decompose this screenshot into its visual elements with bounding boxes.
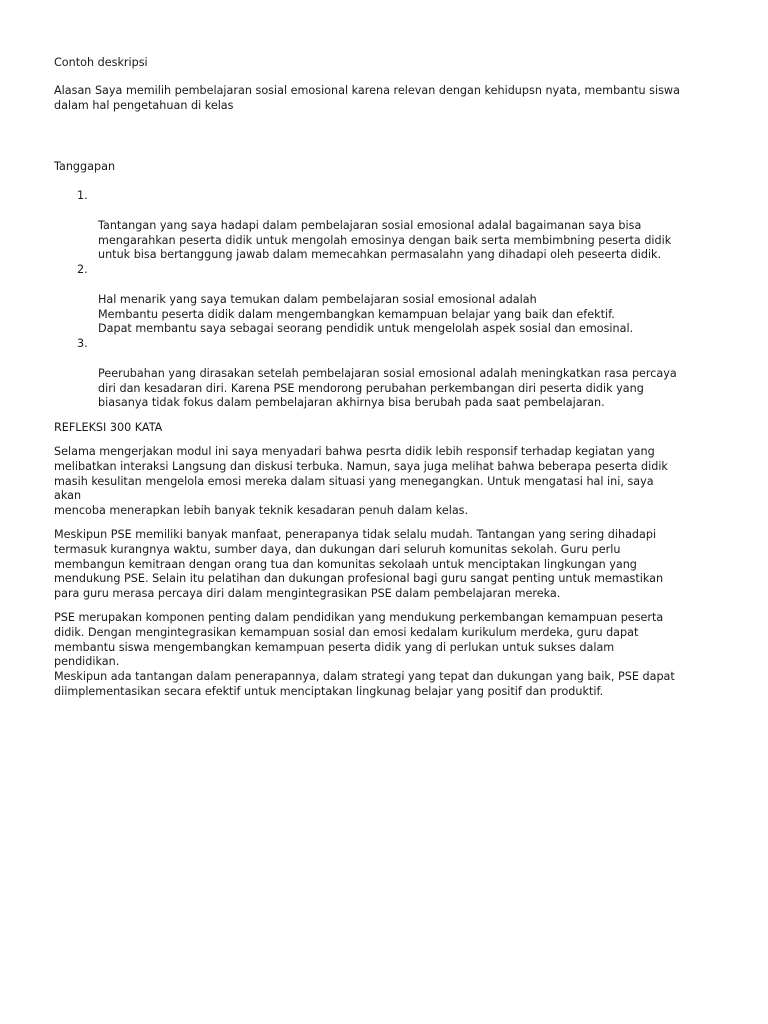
- list-item-text: Tantangan yang saya hadapi dalam pembelajaran sosial emosional adalal bagaimanan saya bisa mengarahkan peserta didik untuk mengolah emosinya dengan baik serta membimbning peserta didik untuk bisa bertanggung jawab dalam memecahkan permasalahn yang dihadapi oleh peseerta didik.: [98, 218, 672, 262]
- list-item-text: Hal menarik yang saya temukan dalam pembelajaran sosial emosional adalah Membantu peserta didik dalam mengembangkan kemampuan belajar yang baik dan efektif. Dapat membantu saya sebagai seorang pendidik untuk mengelolah aspek sosial dan emosinal.: [98, 292, 634, 336]
- response-item: [54, 189, 682, 263]
- reflection-paragraph: Selama mengerjakan modul ini saya menyadari bahwa pesrta didik lebih responsif terhadap kegiatan yang melibatkan interaksi Langsung dan diskusi terbuka. Namun, saya juga melihat bahwa beberapa peserta didik masih kesulitan mengelola emosi mereka dalam situasi yang menegangkan. Untuk mengatasi hal ini, saya akan mencoba menerapkan lebih banyak teknik kesadaran penuh dalam kelas.: [54, 444, 668, 518]
- description-heading: Contoh deskripsi: [54, 56, 148, 69]
- reflection-heading: REFLEKSI 300 KATA: [54, 421, 163, 435]
- list-number: 2.: [77, 263, 88, 277]
- reflection-paragraph: PSE merupakan komponen penting dalam pendidikan yang mendukung perkembangan kemampuan peserta didik. Dengan mengintegrasikan kemampuan sosial dan emosi kedalam kurikulum merdeka, guru dapat membantu siswa mengembangkan kemampuan peserta didik yang di perlukan untuk sukses dalam pendidikan. Meskipun ada tantangan dalam penerapannya, dalam strategi yang tepat dan dukungan yang baik, PSE dapat diimplementasikan secara efektif untuk menciptakan lingkunag belajar yang positif dan produktif.: [54, 610, 675, 698]
- reflection-paragraph: Meskipun PSE memiliki banyak manfaat, penerapanya tidak selalu mudah. Tantangan yang sering dihadapi termasuk kurangnya waktu, sumber daya, dan dukungan dari seluruh komunitas sekolah. Guru perlu membangun kemitraan dengan orang tua dan komunitas sekolaah untuk menciptakan lingkungan yang mendukung PSE. Selain itu pelatihan dan dukungan profesional bagi guru sangat penting untuk memastikan para guru merasa percaya diri dalam mengintegrasikan PSE dalam pembelajaran mereka.: [54, 527, 664, 601]
- list-number: 1.: [77, 189, 88, 203]
- list-number: 3.: [77, 337, 88, 351]
- document-body: [54, 56, 682, 709]
- list-item-text: Peerubahan yang dirasakan setelah pembelajaran sosial emosional adalah meningkatkan rasa percaya diri dan kesadaran diri. Karena PSE mendorong perubahan perkembangan diri peserta didik yang biasanya tidak fokus dalam pembelajaran akhirnya bisa berubah pada saat pembelajaran.: [98, 366, 677, 410]
- response-list: [54, 189, 682, 411]
- description-paragraph: Alasan Saya memilih pembelajaran sosial emosional karena relevan dengan kehidupsn nyata, membantu siswa dalam hal pengetahuan di kelas: [54, 83, 680, 112]
- response-heading: Tanggapan: [54, 160, 116, 174]
- response-item: [54, 337, 682, 411]
- response-item: [54, 263, 682, 337]
